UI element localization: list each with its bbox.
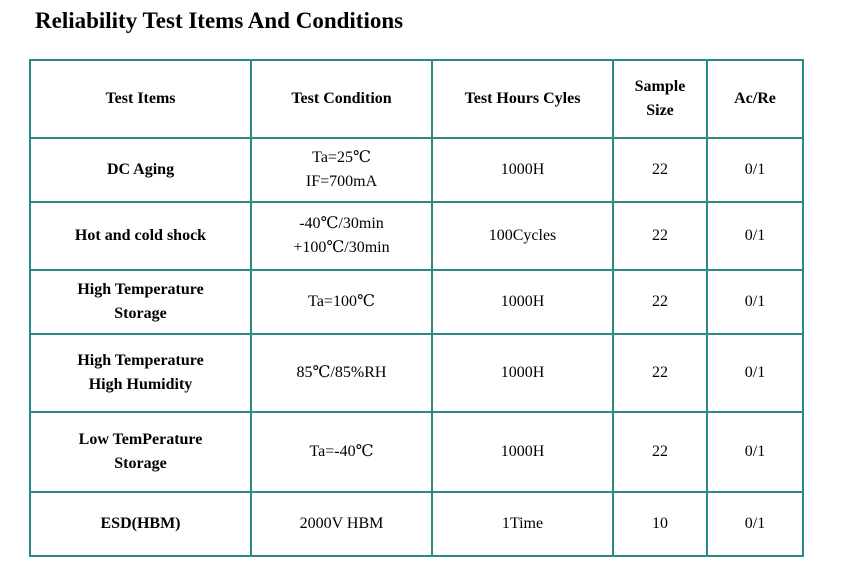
- condition-line: Ta=25℃: [312, 149, 371, 166]
- test-condition-cell: [251, 202, 432, 270]
- table-row: [30, 492, 803, 556]
- condition-line: 2000V HBM: [299, 515, 384, 532]
- header-test-condition: Test Condition: [251, 60, 432, 138]
- reliability-table: [29, 59, 804, 557]
- sample-size-cell: 22: [613, 138, 707, 202]
- condition-line: Ta=-40℃: [309, 443, 374, 460]
- test-condition-cell: [251, 334, 432, 412]
- test-condition-cell: [251, 270, 432, 334]
- table-row: [30, 202, 803, 270]
- test-hours-cell: 1000H: [432, 412, 613, 492]
- table-row: [30, 138, 803, 202]
- header-ac-re: Ac/Re: [707, 60, 803, 138]
- header-test-items: Test Items: [30, 60, 251, 138]
- ac-re-cell: 0/1: [707, 270, 803, 334]
- test-item-line: High Humidity: [88, 376, 193, 393]
- test-hours-cell: 1000H: [432, 334, 613, 412]
- condition-line: IF=700mA: [305, 173, 378, 190]
- test-item-cell: [30, 334, 251, 412]
- condition-line: +100℃/30min: [293, 239, 390, 256]
- table-row: [30, 270, 803, 334]
- test-item-line: Storage: [114, 455, 167, 472]
- sample-size-cell: 22: [613, 334, 707, 412]
- test-item-cell: [30, 270, 251, 334]
- header-sample-size-line1: Sample: [634, 78, 686, 95]
- test-item-line: ESD(HBM): [100, 515, 181, 532]
- sample-size-cell: 22: [613, 202, 707, 270]
- condition-line: 85℃/85%RH: [296, 364, 387, 381]
- ac-re-cell: 0/1: [707, 138, 803, 202]
- ac-re-cell: 0/1: [707, 412, 803, 492]
- ac-re-cell: 0/1: [707, 334, 803, 412]
- test-item-line: High Temperature: [77, 281, 204, 298]
- sample-size-cell: 10: [613, 492, 707, 556]
- test-item-cell: [30, 412, 251, 492]
- test-hours-cell: 100Cycles: [432, 202, 613, 270]
- test-condition-cell: [251, 492, 432, 556]
- header-sample-size-line2: Size: [646, 102, 674, 119]
- test-hours-cell: 1000H: [432, 138, 613, 202]
- test-condition-cell: [251, 138, 432, 202]
- condition-line: Ta=100℃: [308, 293, 375, 310]
- table-row: [30, 334, 803, 412]
- test-item-line: DC Aging: [106, 161, 175, 178]
- test-condition-cell: [251, 412, 432, 492]
- header-test-hours: Test Hours Cyles: [432, 60, 613, 138]
- condition-line: -40℃/30min: [299, 215, 384, 232]
- test-item-line: Storage: [114, 305, 167, 322]
- test-hours-cell: 1Time: [432, 492, 613, 556]
- sample-size-cell: 22: [613, 412, 707, 492]
- page-title: Reliability Test Items And Conditions: [35, 8, 404, 33]
- test-item-line: Low TemPerature: [78, 431, 203, 448]
- header-sample-size: [613, 60, 707, 138]
- ac-re-cell: 0/1: [707, 202, 803, 270]
- table-header-row: [30, 60, 803, 138]
- test-hours-cell: 1000H: [432, 270, 613, 334]
- table-row: [30, 412, 803, 492]
- test-item-line: High Temperature: [77, 352, 204, 369]
- test-item-cell: [30, 492, 251, 556]
- ac-re-cell: 0/1: [707, 492, 803, 556]
- test-item-line: Hot and cold shock: [74, 227, 207, 244]
- test-item-cell: [30, 202, 251, 270]
- sample-size-cell: 22: [613, 270, 707, 334]
- test-item-cell: [30, 138, 251, 202]
